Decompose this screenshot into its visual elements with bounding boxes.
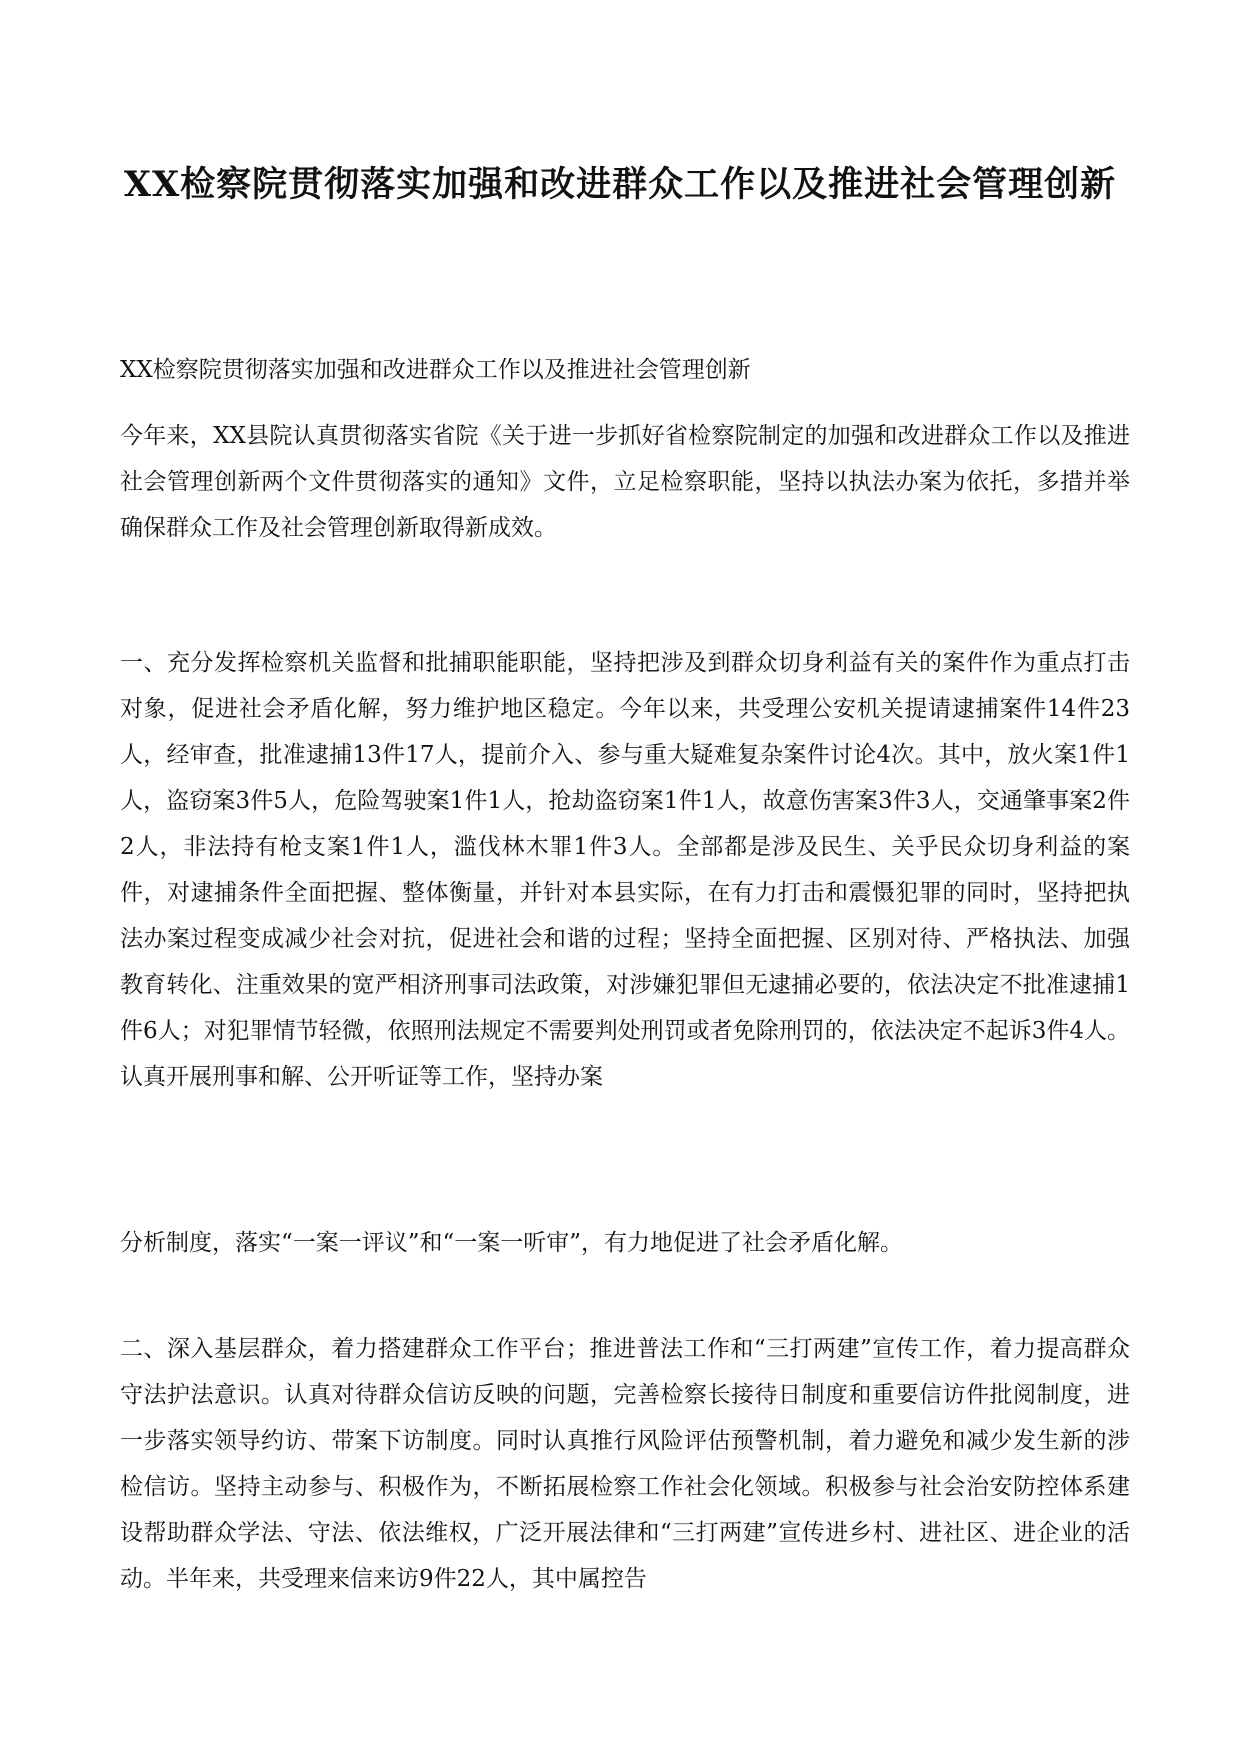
paragraph-section-two: 二、深入基层群众，着力搭建群众工作平台；推进普法工作和“三打两建”宣传工作，着力提高群众守法护法意识。认真对待群众信访反映的问题，完善检察长接待日制度和重要信访件批阅制度，进一步落实领导约访、带案下访制度。同时认真推行风险评估预警机制，着力避免和减少发生新的涉检信访。坚持主动参与、积极作为，不断拓展检察工作社会化领域。积极参与社会治安防控体系建设帮助群众学法、守法、依法维权，广泛开展法律和“三打两建”宣传进乡村、进社区、进企业的活动。半年来，共受理来信来访9件22人，其中属控告 [120,1336,1130,1592]
paragraph-section-one-continued: 分析制度，落实“一案一评议”和“一案一听审”，有力地促进了社会矛盾化解。 [120,1230,904,1256]
document-subtitle: XX检察院贯彻落实加强和改进群众工作以及推进社会管理创新 [120,357,751,383]
document-title: XX检察院贯彻落实加强和改进群众工作以及推进社会管理创新 [123,164,1117,205]
paragraph-intro: 今年来，XX县院认真贯彻落实省院《关于进一步抓好省检察院制定的加强和改进群众工作以及推进社会管理创新两个文件贯彻落实的通知》文件，立足检察职能，坚持以执法办案为依托，多措并举确保群众工作及社会管理创新取得新成效。 [120,423,1130,541]
paragraph-section-one: 一、充分发挥检察机关监督和批捕职能职能，坚持把涉及到群众切身利益有关的案件作为重点打击对象，促进社会矛盾化解，努力维护地区稳定。今年以来，共受理公安机关提请逮捕案件14件23人，经审查，批准逮捕13件17人，提前介入、参与重大疑难复杂案件讨论4次。其中，放火案1件1人，盗窃案3件5人，危险驾驶案1件1人，抢劫盗窃案1件1人，故意伤害案3件3人，交通肇事案2件2人，非法持有枪支案1件1人，滥伐林木罪1件3人。全部都是涉及民生、关乎民众切身利益的案件，对逮捕条件全面把握、整体衡量，并针对本县实际，在有力打击和震慑犯罪的同时，坚持把执法办案过程变成减少社会对抗，促进社会和谐的过程；坚持全面把握、区别对待、严格执法、加强教育转化、注重效果的宽严相济刑事司法政策，对涉嫌犯罪但无逮捕必要的，依法决定不批准逮捕1件6人；对犯罪情节轻微，依照刑法规定不需要判处刑罚或者免除刑罚的，依法决定不起诉3件4人。认真开展刑事和解、公开听证等工作，坚持办案 [120,650,1130,1090]
